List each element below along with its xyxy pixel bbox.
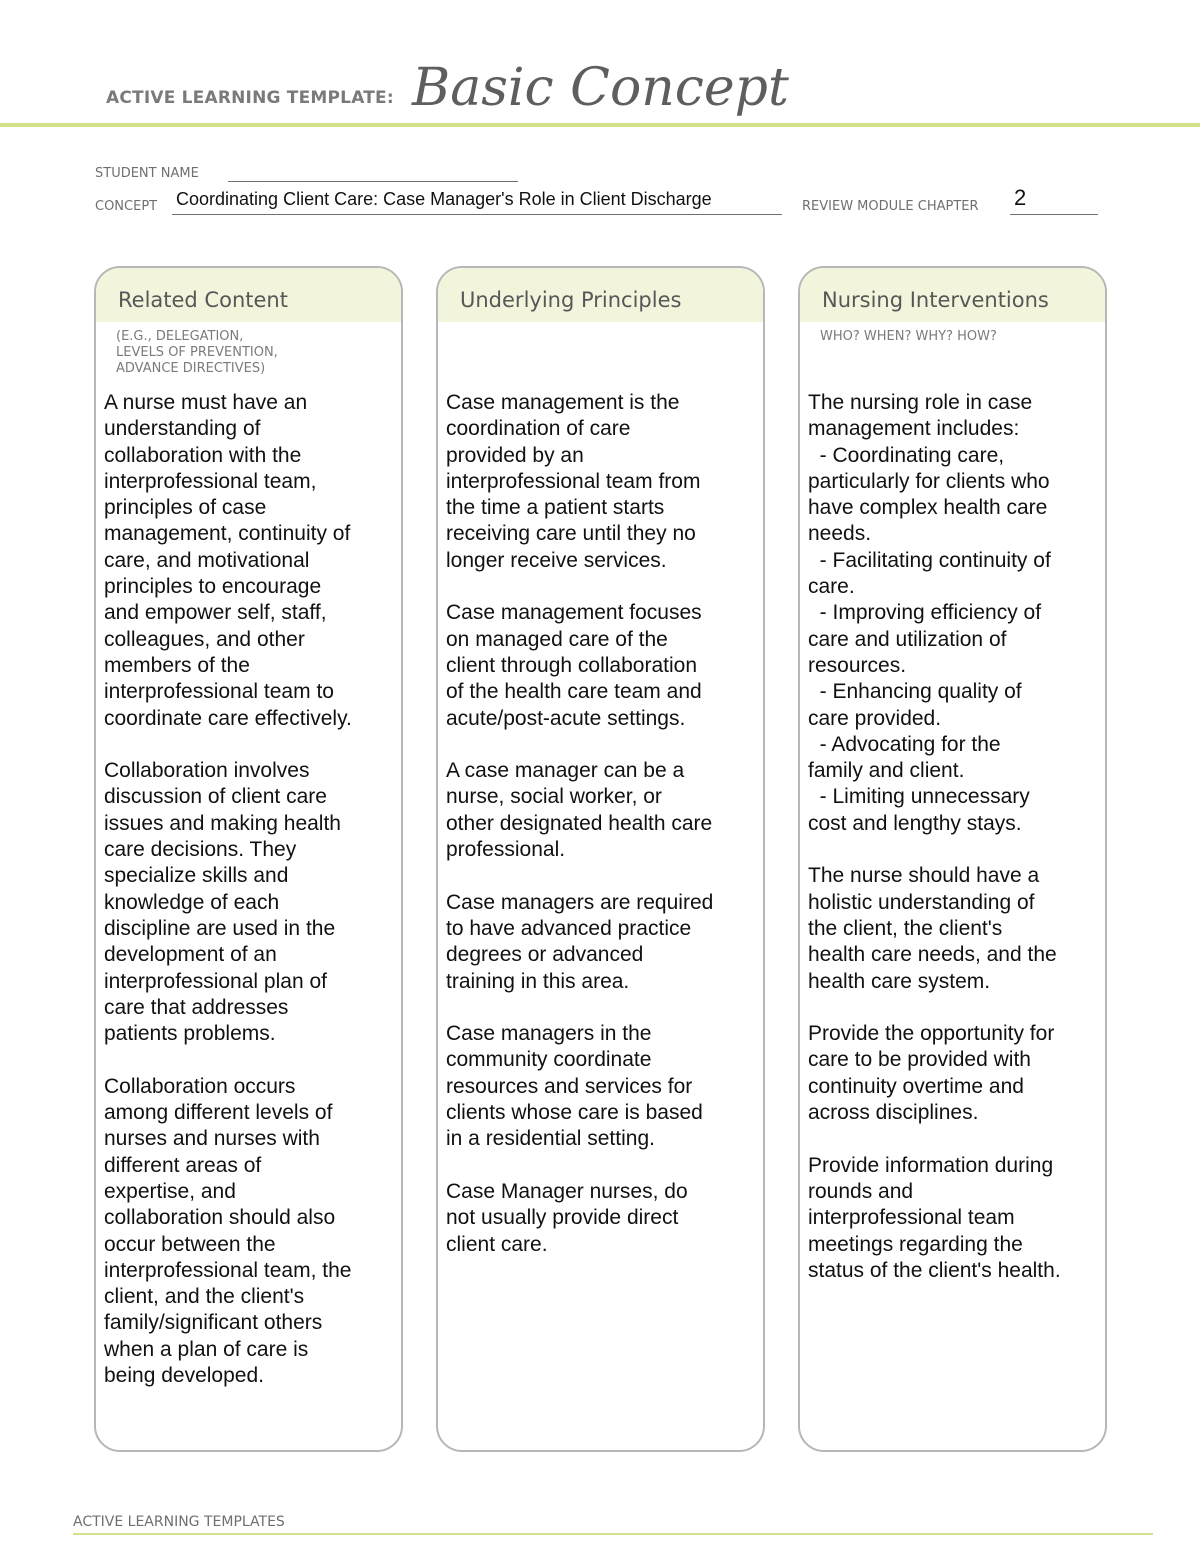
- underlying-principles-card: [436, 266, 765, 1452]
- concept-value[interactable]: Coordinating Client Care: Case Manager's Role in Client Discharge: [176, 189, 712, 209]
- card-title: Underlying Principles: [460, 288, 682, 312]
- card-body-text[interactable]: A nurse must have an understanding of collaboration with the interprofessional team, principles of case management, continuity of care, and motivational principles to encourage and empower self, staff, colleagues, and other members of the interprofessional team to coordinate care effectively. Collaboration involves discussion of client care issues and making health care decisions. They specialize skills and knowledge of each discipline are used in the development of an interprofessional plan of care that addresses patients problems. Collaboration occurs among different levels of nurses and nurses with different areas of expertise, and collaboration should also occur between the interprofessional team, the client, and the client's family/significant others when a plan of care is being developed.: [104, 391, 352, 1387]
- chapter-label: REVIEW MODULE CHAPTER: [802, 199, 979, 214]
- chapter-value[interactable]: 2: [1014, 185, 1027, 210]
- card-subtitle: WHO? WHEN? WHY? HOW?: [820, 329, 997, 344]
- student-name-line: [228, 181, 518, 182]
- footer-divider: [73, 1533, 1153, 1535]
- concept-label: CONCEPT: [95, 199, 158, 214]
- student-name-label: STUDENT NAME: [95, 166, 199, 181]
- template-title: Basic Concept: [412, 58, 789, 118]
- template-prefix: ACTIVE LEARNING TEMPLATE:: [106, 88, 394, 108]
- header-divider: [0, 123, 1200, 127]
- card-title: Nursing Interventions: [822, 288, 1049, 312]
- nursing-interventions-card: [798, 266, 1107, 1452]
- card-body-text[interactable]: The nursing role in case management includes: - Coordinating care, particularly for clients who have complex health care needs. - Facilitating continuity of care. - Improving efficiency of care and utilization of resources. - Enhancing quality of care provided. - Advocating for the family and client. - Limiting unnecessary cost and lengthy stays. The nurse should have a holistic understanding of the client, the client's health care needs, and the health care system. Provide the opportunity for care to be provided with continuity overtime and across disciplines. Provide information during rounds and interprofessional team meetings regarding the status of the client's health.: [808, 391, 1061, 1282]
- card-title: Related Content: [118, 288, 288, 312]
- related-content-card: [94, 266, 403, 1452]
- chapter-line: [1010, 214, 1098, 215]
- footer-text: ACTIVE LEARNING TEMPLATES: [73, 1514, 285, 1530]
- concept-line: [172, 214, 782, 215]
- card-body-text[interactable]: Case management is the coordination of care provided by an interprofessional team from the time a patient starts receiving care until they no longer receive services. Case management focuses on managed care of the client through collaboration of the health care team and acute/post-acute settings. A case manager can be a nurse, social worker, or other designated health care professional. Case managers are required to have advanced practice degrees or advanced training in this area. Case managers in the community coordinate resources and services for clients whose care is based in a residential setting. Case Manager nurses, do not usually provide direct client care.: [446, 391, 714, 1256]
- card-subtitle: (E.G., DELEGATION, LEVELS OF PREVENTION, ADVANCE DIRECTIVES): [116, 329, 278, 376]
